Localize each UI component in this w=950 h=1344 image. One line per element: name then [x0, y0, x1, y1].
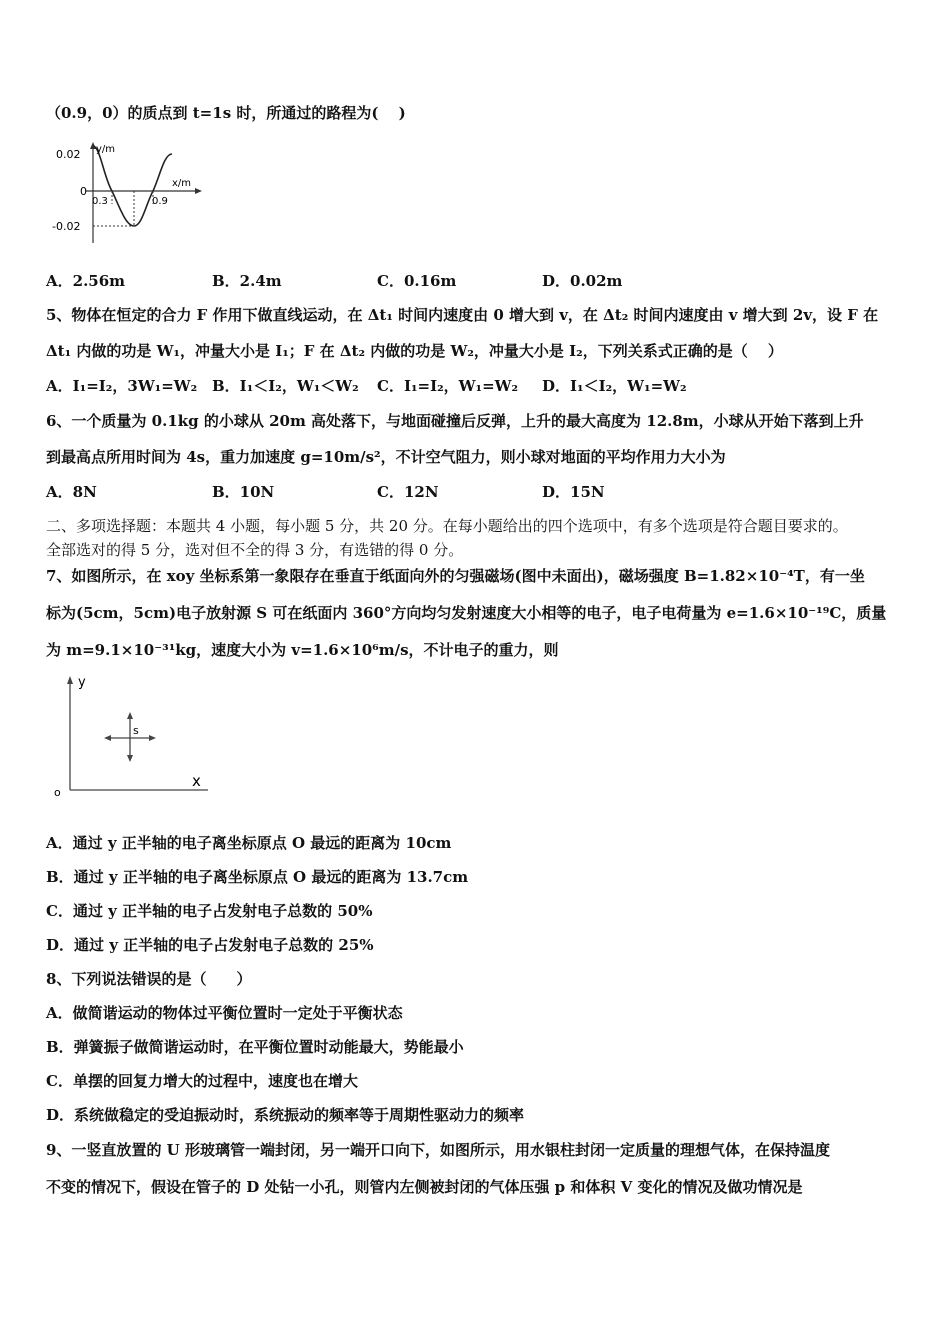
- q4-option-b[interactable]: B．2.4m: [212, 272, 282, 290]
- q8-option-d[interactable]: D．系统做稳定的受迫振动时，系统振动的频率等于周期性驱动力的频率: [46, 1106, 525, 1124]
- q5-stem-line1: 5、物体在恒定的合力 F 作用下做直线运动，在 Δt₁ 时间内速度由 0 增大到 v，在 Δt₂ 时间内速度由 v 增大到 2v，设 F 在: [46, 306, 879, 324]
- q4-option-a[interactable]: A．2.56m: [46, 272, 126, 290]
- q6-option-c[interactable]: C．12N: [377, 483, 439, 501]
- q7-option-b[interactable]: B．通过 y 正半轴的电子离坐标原点 O 最远的距离为 13.7cm: [46, 868, 469, 886]
- q8-stem: 8、下列说法错误的是（ ）: [46, 970, 252, 988]
- q6-option-a[interactable]: A．8N: [46, 483, 97, 501]
- q7-option-d[interactable]: D．通过 y 正半轴的电子占发射电子总数的 25%: [46, 936, 374, 954]
- q4-option-c[interactable]: C．0.16m: [377, 272, 457, 290]
- q7-option-c[interactable]: C．通过 y 正半轴的电子占发射电子总数的 50%: [46, 902, 373, 920]
- q4-stem-tail: （0.9，0）的质点到 t=1s 时，所通过的路程为( ): [46, 104, 406, 122]
- q4-graph-xlabel: x/m: [172, 178, 192, 189]
- q7-figure-x-label: x: [192, 772, 201, 790]
- q9-stem-line1: 9、一竖直放置的 U 形玻璃管一端封闭，另一端开口向下，如图所示，用水银柱封闭一定质量的理想气体，在保持温度: [46, 1141, 830, 1159]
- q6-stem-line1: 6、一个质量为 0.1kg 的小球从 20m 高处落下，与地面碰撞后反弹，上升的最大高度为 12.8m，小球从开始下落到上升: [46, 412, 864, 430]
- q5-stem-line2: Δt₁ 内做的功是 W₁，冲量大小是 I₁；F 在 Δt₂ 内做的功是 W₂，冲量大小是 I₂，下列关系式正确的是（ ）: [46, 342, 783, 360]
- q4-graph-ybottom: -0.02: [52, 220, 81, 233]
- q8-option-c[interactable]: C．单摆的回复力增大的过程中，速度也在增大: [46, 1072, 358, 1090]
- q7-stem-line3: 为 m=9.1×10⁻³¹kg，速度大小为 v=1.6×10⁶m/s，不计电子的重力，则: [46, 641, 559, 659]
- section2-heading-line1: 二、多项选择题：本题共 4 小题，每小题 5 分，共 20 分。在每小题给出的四个选项中，有多个选项是符合题目要求的。: [46, 517, 848, 535]
- q4-option-d[interactable]: D．0.02m: [542, 272, 623, 290]
- q5-option-b[interactable]: B．I₁＜I₂，W₁＜W₂: [212, 377, 359, 395]
- q4-graph-ytop: 0.02: [56, 148, 81, 161]
- q7-stem-line2: 标为(5cm，5cm)电子放射源 S 可在纸面内 360°方向均匀发射速度大小相等的电子，电子电荷量为 e=1.6×10⁻¹⁹C，质量: [46, 604, 887, 622]
- q4-wave-graph: [48, 138, 208, 248]
- q5-option-c[interactable]: C．I₁=I₂，W₁=W₂: [377, 377, 519, 395]
- q4-graph-yzero: 0: [80, 185, 87, 198]
- q4-graph-x2: 0.9: [152, 196, 168, 207]
- q8-option-a[interactable]: A．做简谐运动的物体过平衡位置时一定处于平衡状态: [46, 1004, 403, 1022]
- section2-heading-line2: 全部选对的得 5 分，选对但不全的得 3 分，有选错的得 0 分。: [46, 541, 464, 559]
- q5-option-a[interactable]: A．I₁=I₂，3W₁=W₂: [46, 377, 198, 395]
- q7-figure-source: s: [133, 724, 139, 737]
- q4-graph-x1: 0.3: [92, 196, 108, 207]
- q4-graph-ylabel: y/m: [96, 144, 116, 155]
- q6-option-b[interactable]: B．10N: [212, 483, 275, 501]
- q8-option-b[interactable]: B．弹簧振子做简谐运动时，在平衡位置时动能最大，势能最小: [46, 1038, 464, 1056]
- q6-option-d[interactable]: D．15N: [542, 483, 605, 501]
- q7-option-a[interactable]: A．通过 y 正半轴的电子离坐标原点 O 最远的距离为 10cm: [46, 834, 452, 852]
- q6-stem-line2: 到最高点所用时间为 4s，重力加速度 g=10m/s²，不计空气阻力，则小球对地面的平均作用力大小为: [46, 448, 726, 466]
- q9-stem-line2: 不变的情况下，假设在管子的 D 处钻一小孔，则管内左侧被封闭的气体压强 p 和体积 V 变化的情况及做功情况是: [46, 1178, 803, 1196]
- q5-option-d[interactable]: D．I₁＜I₂，W₁=W₂: [542, 377, 687, 395]
- q7-figure-origin: o: [54, 786, 61, 799]
- q7-coordinate-figure: [48, 672, 218, 802]
- q7-stem-line1: 7、如图所示，在 xoy 坐标系第一象限存在垂直于纸面向外的匀强磁场(图中未面出)，磁场强度 B=1.82×10⁻⁴T，有一坐: [46, 567, 865, 585]
- q7-figure-y-label: y: [78, 675, 86, 690]
